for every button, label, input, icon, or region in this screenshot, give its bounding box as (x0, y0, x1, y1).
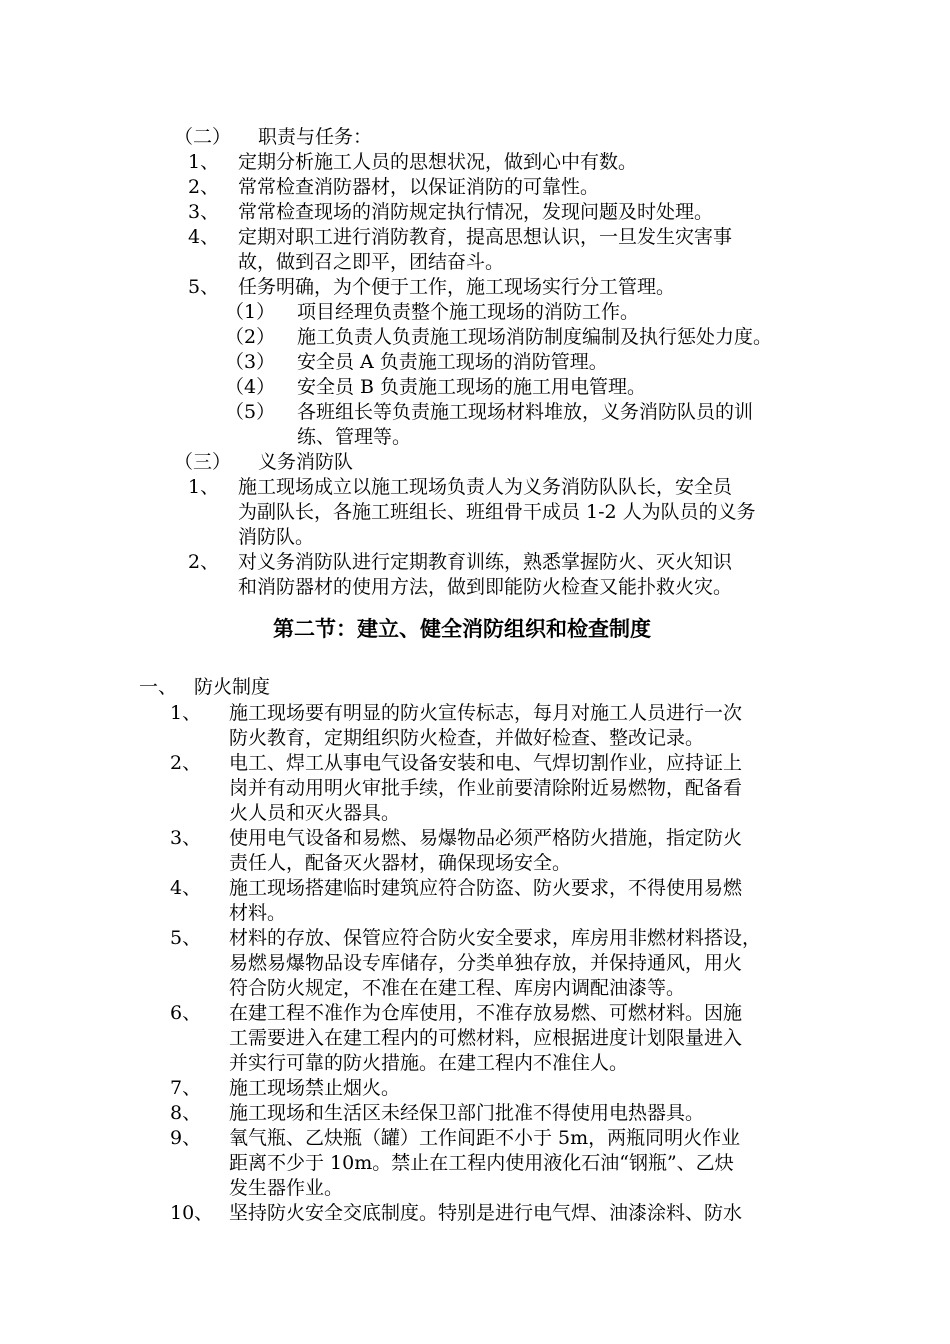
part1-item-7-text: 施工现场禁止烟火。 (229, 1077, 401, 1099)
sec2-subitem-5-text-cont: 练、管理等。 (297, 426, 412, 448)
part1-item-1-num: 1、 (170, 702, 202, 724)
part1-item-9-text-cont: 距离不少于 10m。禁止在工程内使用液化石油“钢瓶”、乙炔 (229, 1152, 734, 1174)
sec2-item-3-num: 3、 (188, 201, 220, 223)
sec2-subitem-5-num: （5） (225, 401, 276, 423)
sec2-heading-num: （二） (174, 126, 232, 148)
sec2-subitem-1-num: （1） (225, 301, 276, 323)
part1-item-6-text-cont: 并实行可靠的防火措施。在建工程内不准住人。 (229, 1052, 629, 1074)
sec2-subitem-5-text: 各班组长等负责施工现场材料堆放，义务消防队员的训 (297, 401, 754, 423)
sec2-subitem-1-text: 项目经理负责整个施工现场的消防工作。 (297, 301, 640, 323)
part1-item-10-text: 坚持防火安全交底制度。特别是进行电气焊、油漆涂料、防水 (229, 1202, 743, 1224)
sec2-subitem-4-num: （4） (225, 376, 276, 398)
sec3-heading-num: （三） (174, 451, 232, 473)
sec2-item-4-text: 定期对职工进行消防教育，提高思想认识，一旦发生灾害事 (238, 226, 733, 248)
sec3-item-1-text-cont: 消防队。 (238, 526, 315, 548)
part1-item-9-text: 氧气瓶、乙炔瓶（罐）工作间距不小于 5m，两瓶同明火作业 (229, 1127, 741, 1149)
sec3-item-1-text-cont: 为副队长，各施工班组长、班组骨干成员 1-2 人为队员的义务 (238, 501, 756, 523)
part1-item-5-num: 5、 (170, 927, 202, 949)
sec2-item-5-text: 任务明确，为个便于工作，施工现场实行分工管理。 (238, 276, 676, 298)
sec3-item-2-text: 对义务消防队进行定期教育训练，熟悉掌握防火、灭火知识 (238, 551, 733, 573)
section-title: 第二节：建立、健全消防组织和检查制度 (273, 616, 651, 641)
sec2-subitem-3-num: （3） (225, 351, 276, 373)
sec2-item-4-text-cont: 故，做到召之即平，团结奋斗。 (238, 251, 505, 273)
sec2-heading-text: 职责与任务： (258, 126, 373, 148)
sec3-heading-text: 义务消防队 (258, 451, 354, 473)
part1-heading-num: 一、 (139, 676, 178, 698)
sec3-item-2-num: 2、 (188, 551, 220, 573)
part1-item-9-num: 9、 (170, 1127, 202, 1149)
part1-item-2-num: 2、 (170, 752, 202, 774)
part1-item-6-num: 6、 (170, 1002, 202, 1024)
sec2-subitem-2-text: 施工负责人负责施工现场消防制度编制及执行惩处力度。 (297, 326, 773, 348)
part1-item-1-text: 施工现场要有明显的防火宣传标志，每月对施工人员进行一次 (229, 702, 743, 724)
sec2-item-2-num: 2、 (188, 176, 220, 198)
sec2-item-3-text: 常常检查现场的消防规定执行情况，发现问题及时处理。 (238, 201, 714, 223)
sec2-item-1-text: 定期分析施工人员的思想状况，做到心中有数。 (238, 151, 638, 173)
part1-item-4-num: 4、 (170, 877, 202, 899)
part1-item-6-text: 在建工程不准作为仓库使用，不准存放易燃、可燃材料。因施 (229, 1002, 743, 1024)
sec2-item-5-num: 5、 (188, 276, 220, 298)
part1-item-4-text: 施工现场搭建临时建筑应符合防盗、防火要求，不得使用易燃 (229, 877, 743, 899)
part1-item-5-text-cont: 易燃易爆物品设专库储存，分类单独存放，并保持通风，用火 (229, 952, 743, 974)
sec3-item-2-text-cont: 和消防器材的使用方法，做到即能防火检查又能扑救火灾。 (238, 576, 733, 598)
part1-item-2-text: 电工、焊工从事电气设备安装和电、气焊切割作业，应持证上 (229, 752, 743, 774)
part1-item-8-num: 8、 (170, 1102, 202, 1124)
sec3-item-1-text: 施工现场成立以施工现场负责人为义务消防队队长，安全员 (238, 476, 733, 498)
sec2-subitem-3-text: 安全员 A 负责施工现场的消防管理。 (297, 351, 608, 373)
sec2-item-4-num: 4、 (188, 226, 220, 248)
part1-item-4-text-cont: 材料。 (229, 902, 287, 924)
part1-item-3-num: 3、 (170, 827, 202, 849)
part1-item-5-text: 材料的存放、保管应符合防火安全要求，库房用非燃材料搭设， (229, 927, 762, 949)
part1-item-6-text-cont: 工需要进入在建工程内的可燃材料，应根据进度计划限量进入 (229, 1027, 743, 1049)
sec3-item-1-num: 1、 (188, 476, 220, 498)
part1-item-10-num: 10、 (170, 1202, 214, 1224)
part1-item-3-text-cont: 责任人，配备灭火器材，确保现场安全。 (229, 852, 572, 874)
part1-item-9-text-cont: 发生器作业。 (229, 1177, 344, 1199)
part1-item-7-num: 7、 (170, 1077, 202, 1099)
sec2-item-1-num: 1、 (188, 151, 220, 173)
part1-item-1-text-cont: 防火教育，定期组织防火检查，并做好检查、整改记录。 (229, 727, 705, 749)
part1-item-8-text: 施工现场和生活区未经保卫部门批准不得使用电热器具。 (229, 1102, 705, 1124)
part1-item-3-text: 使用电气设备和易燃、易爆物品必须严格防火措施，指定防火 (229, 827, 743, 849)
part1-item-2-text-cont: 火人员和灭火器具。 (229, 802, 401, 824)
part1-item-5-text-cont: 符合防火规定，不准在在建工程、库房内调配油漆等。 (229, 977, 686, 999)
sec2-subitem-4-text: 安全员 B 负责施工现场的施工用电管理。 (297, 376, 647, 398)
part1-item-2-text-cont: 岗并有动用明火审批手续，作业前要清除附近易燃物，配备看 (229, 777, 743, 799)
part1-heading-text: 防火制度 (194, 676, 271, 698)
sec2-item-2-text: 常常检查消防器材，以保证消防的可靠性。 (238, 176, 600, 198)
sec2-subitem-2-num: （2） (225, 326, 276, 348)
